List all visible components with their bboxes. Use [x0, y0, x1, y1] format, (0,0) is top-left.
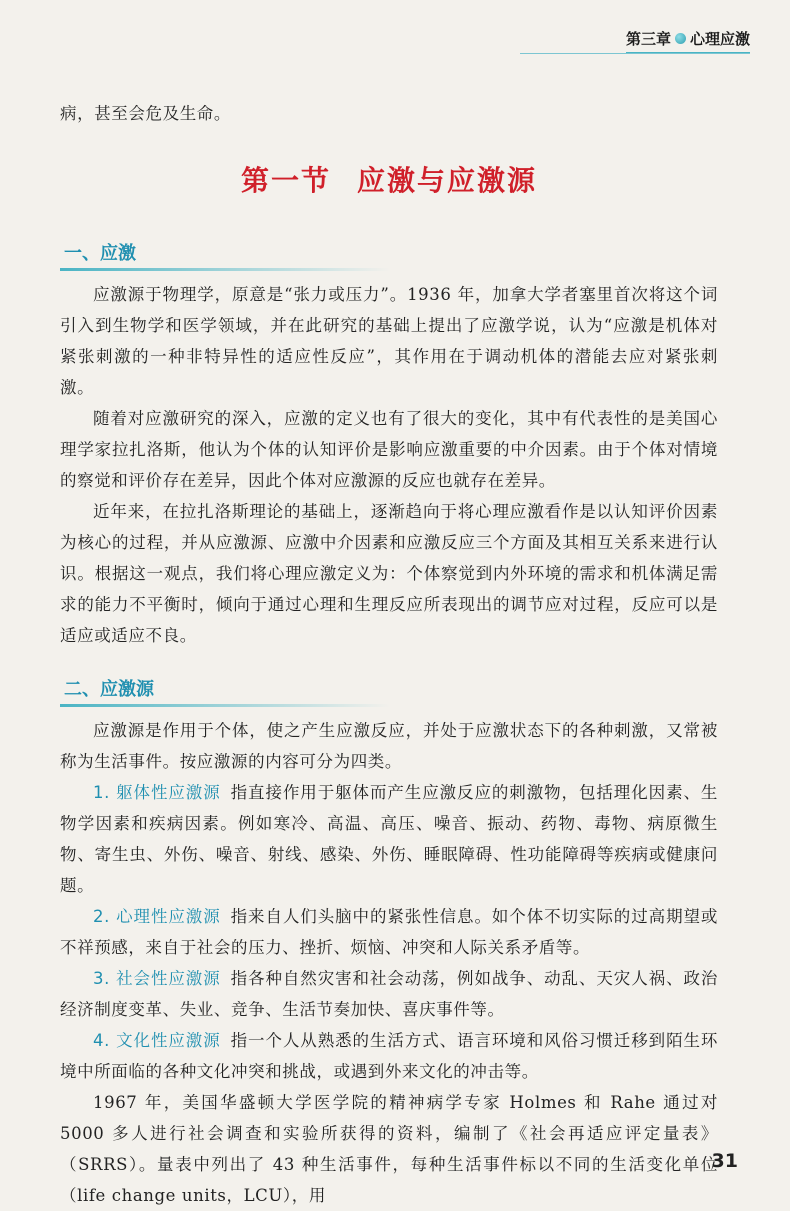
header-rule [520, 53, 750, 54]
section-name: 应激与应激源 [357, 164, 538, 197]
running-header [626, 28, 750, 54]
paragraph: 近年来，在拉扎洛斯理论的基础上，逐渐趋向于将心理应激看作是以认知评价因素为核心的过程，并从应激源、应激中介因素和应激反应三个方面及其相互关系来进行认识。根据这一观点，我们将心理应激定义为：个体察觉到内外环境的需求和机体满足需求的能力不平衡时，倾向于通过心理和生理反应所表现出的调节应对过程，反应可以是适应或适应不良。 [60, 502, 718, 645]
bullet-dot-icon [675, 33, 686, 44]
stressor-item [60, 963, 718, 1025]
stressor-description: 指来自人们头脑中的紧张性信息。如个体不切实际的过高期望或不祥预感，来自于社会的压力、挫折、烦恼、冲突和人际关系矛盾等。 [60, 907, 718, 957]
stressor-description: 指一个人从熟悉的生活方式、语言环境和风俗习惯迁移到陌生环境中所面临的各种文化冲突和挑战，或遇到外来文化的冲击等。 [60, 1031, 718, 1081]
chapter-number: 第三章 [625, 30, 671, 48]
section-title [60, 159, 718, 199]
chapter-label [626, 28, 750, 54]
stressor-description: 指直接作用于躯体而产生应激反应的刺激物，包括理化因素、生物学因素和疾病因素。例如寒冷、高温、高压、噪音、振动、药物、毒物、病原微生物、寄生虫、外伤、噪音、射线、感染、外伤、睡眠障碍、性功能障碍等疾病或健康问题。 [60, 783, 718, 895]
paragraph: 应激源于物理学，原意是“张力或压力”。1936 年，加拿大学者塞里首次将这个词引入到生物学和医学领域，并在此研究的基础上提出了应激学说，认为“应激是机体对紧张刺激的一种非特异性的适应性反应”，其作用在于调动机体的潜能去应对紧张刺激。 [60, 285, 718, 397]
subheading-stressors: 二、应激源 [60, 675, 384, 707]
stressor-item [60, 901, 718, 963]
stressor-description: 指各种自然灾害和社会动荡，例如战争、动乱、天灾人祸、政治经济制度变革、失业、竞争、生活节奏加快、喜庆事件等。 [60, 969, 718, 1019]
page-body [60, 98, 718, 1211]
subheading-stress: 一、应激 [60, 239, 384, 271]
stressor-term: 1. 躯体性应激源 [93, 783, 221, 802]
stressor-item [60, 777, 718, 901]
intro-line: 病，甚至会危及生命。 [60, 104, 231, 123]
paragraph: 1967 年，美国华盛顿大学医学院的精神病学专家 Holmes 和 Rahe 通过对 5000 多人进行社会调查和实验所获得的资料，编制了《社会再适应评定量表》（SRRS）。量表中列出了 43 种生活事件，每种生活事件标以不同的生活变化单位（life change units，LCU），用 [60, 1093, 718, 1205]
stressor-term: 4. 文化性应激源 [93, 1031, 221, 1050]
stressor-item [60, 1025, 718, 1087]
stressor-term: 2. 心理性应激源 [93, 907, 221, 926]
page-number: 31 [711, 1150, 738, 1172]
paragraph: 应激源是作用于个体，使之产生应激反应，并处于应激状态下的各种刺激，又常被称为生活事件。按应激源的内容可分为四类。 [60, 721, 718, 771]
section-number: 第一节 [240, 164, 331, 197]
spacer [60, 651, 718, 675]
paragraph: 随着对应激研究的深入，应激的定义也有了很大的变化，其中有代表性的是美国心理学家拉扎洛斯，他认为个体的认知评价是影响应激重要的中介因素。由于个体对情境的察觉和评价存在差异，因此个体对应激源的反应也就存在差异。 [60, 409, 718, 490]
chapter-title: 心理应激 [689, 30, 750, 48]
stressor-term: 3. 社会性应激源 [93, 969, 221, 988]
